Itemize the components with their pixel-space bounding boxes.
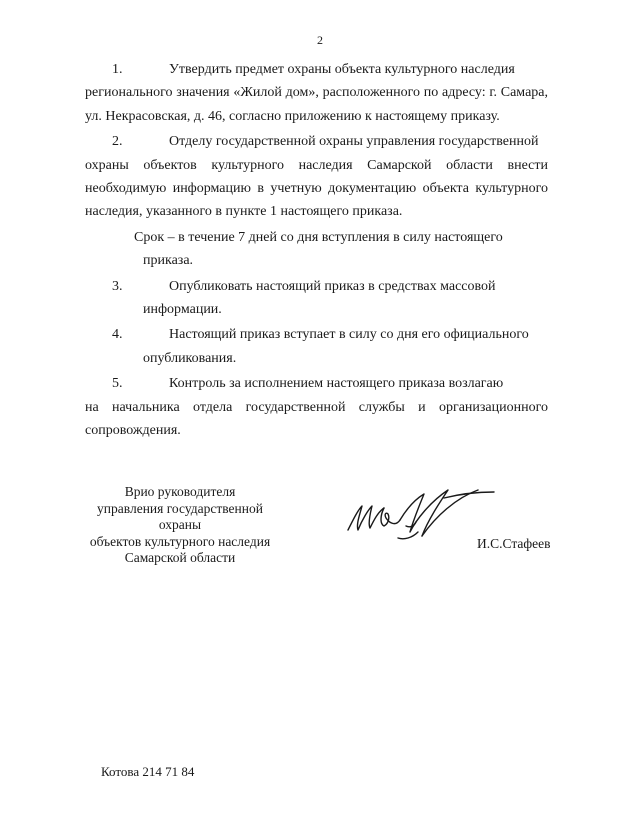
order-item-4-continuation: опубликования. — [143, 350, 237, 366]
item-first-line: Опубликовать настоящий приказ в средствах массовой — [169, 278, 496, 294]
item-number: 4. — [112, 327, 123, 343]
position-line: управления государственной охраны — [97, 500, 263, 532]
position-line: Врио руководителя — [124, 484, 236, 499]
item-first-line: Контроль за исполнением настоящего приказа возлагаю — [169, 376, 504, 392]
page-number: 2 — [317, 33, 323, 47]
deadline-paragraph — [85, 226, 548, 249]
item-number: 1. — [112, 62, 123, 77]
item-first-line: Настоящий приказ вступает в силу со дня его официального — [169, 327, 529, 343]
signatory-position — [80, 484, 280, 567]
order-body — [85, 58, 548, 443]
item-number: 2. — [112, 134, 123, 150]
order-item-5-continuation: на начальника отдела государственной службы и организационного сопровождения. — [85, 399, 548, 439]
order-item-5 — [85, 372, 548, 395]
position-line: объектов культурного наследия — [89, 533, 271, 549]
item-number: 3. — [112, 278, 123, 294]
order-item-1 — [85, 58, 548, 81]
item-first-line: Отделу государственной охраны управления государственной — [169, 134, 539, 150]
order-item-4 — [85, 323, 548, 346]
order-item-1-continuation: регионального значения «Жилой дом», расположенного по адресу: г. Самара, ул. Некрасовская, д. 46, согласно приложению к настоящему приказу. — [85, 85, 548, 124]
deadline-first-line: Срок – в течение 7 дней со дня вступления в силу настоящего — [134, 229, 503, 245]
order-item-2 — [85, 130, 548, 153]
signatory-name: И.С.Стафеев — [477, 536, 551, 551]
item-number: 5. — [112, 376, 123, 392]
item-first-line: Утвердить предмет охраны объекта культурного наследия — [169, 62, 515, 77]
executor-contact: Котова 214 71 84 — [101, 764, 195, 779]
order-item-3-continuation: информации. — [143, 302, 222, 318]
position-line: Самарской области — [124, 550, 236, 565]
handwritten-signature — [340, 480, 500, 550]
order-item-3 — [85, 275, 548, 298]
order-item-2-continuation: охраны объектов культурного наследия Самарской области внести необходимую информацию в учетную документацию объекта культурного наследия, указанного в пункте 1 настоящего приказа. — [85, 157, 548, 220]
deadline-continuation: приказа. — [143, 253, 194, 269]
